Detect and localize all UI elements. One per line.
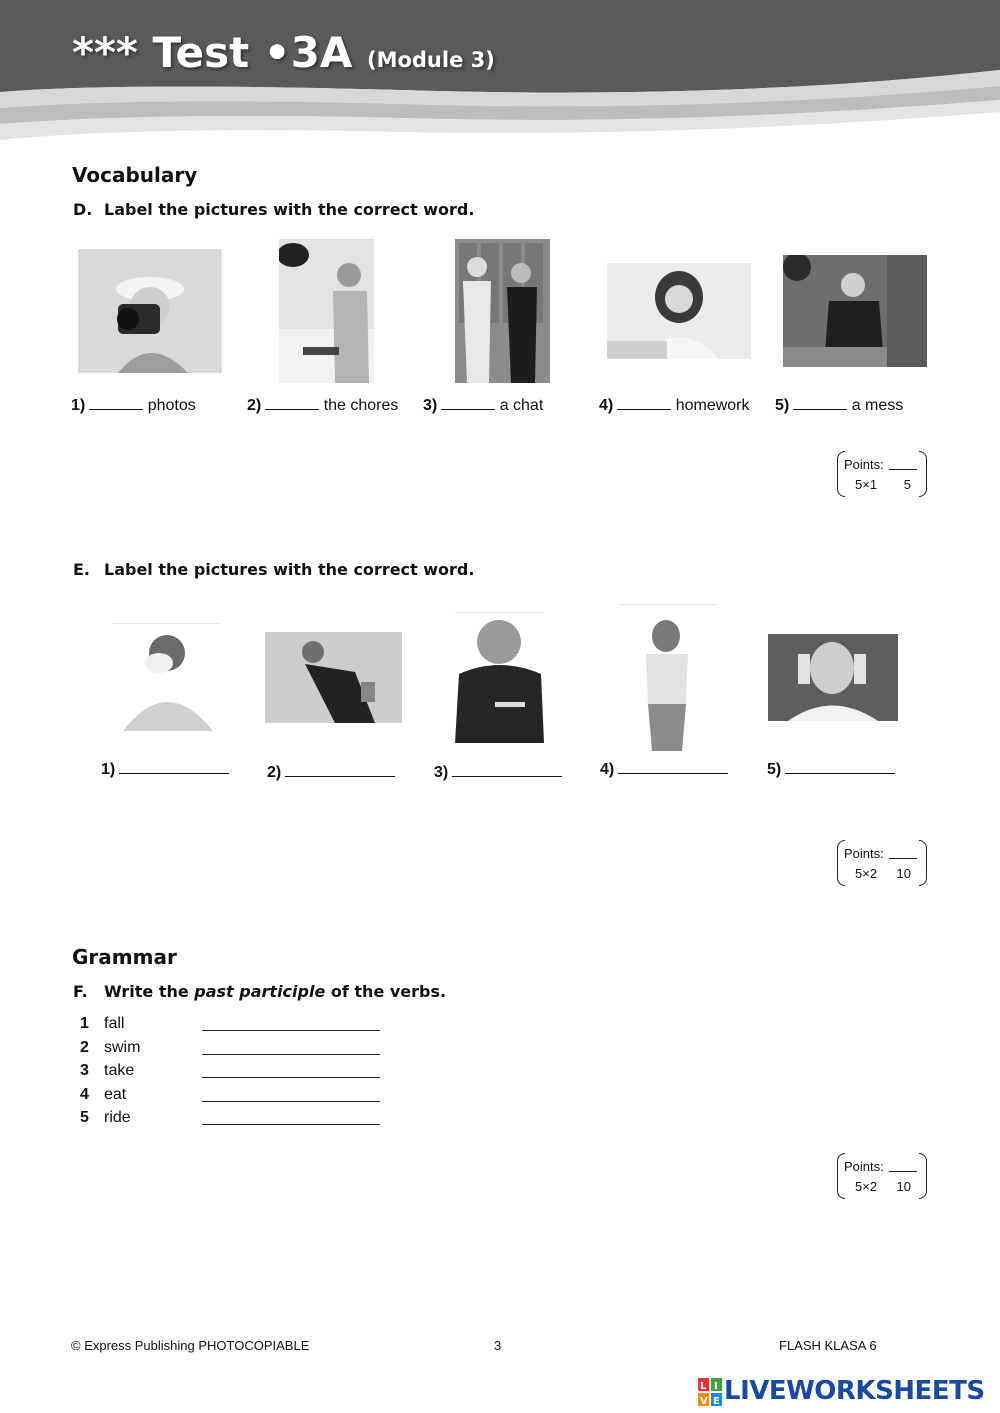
points-label: Points: bbox=[844, 457, 884, 472]
exercise-e-instruction bbox=[73, 560, 474, 579]
answer-blank[interactable] bbox=[202, 1124, 380, 1125]
points-label: Points: bbox=[844, 1159, 884, 1174]
verb-word: swim bbox=[104, 1039, 141, 1056]
points-score-line[interactable] bbox=[889, 469, 917, 470]
answer-blank[interactable] bbox=[793, 397, 847, 410]
answer-blank[interactable] bbox=[202, 1101, 380, 1102]
exercise-e-item-5 bbox=[767, 761, 895, 779]
answer-blank[interactable] bbox=[119, 761, 229, 774]
item-number: 2) bbox=[267, 764, 282, 781]
points-score-line[interactable] bbox=[889, 858, 917, 859]
exercise-d-item-1 bbox=[71, 397, 196, 415]
item-word: the chores bbox=[323, 397, 399, 414]
photo-doing-chores bbox=[279, 239, 374, 383]
item-number: 3) bbox=[434, 764, 449, 781]
points-calc: 5×1 bbox=[855, 477, 878, 492]
footer-page-number: 3 bbox=[494, 1338, 502, 1353]
footer-copyright: © Express Publishing PHOTOCOPIABLE bbox=[71, 1338, 310, 1353]
exercise-f-text-pre: Write the bbox=[104, 982, 195, 1001]
exercise-f-instruction bbox=[73, 982, 446, 1001]
liveworksheets-text: LIVEWORKSHEETS bbox=[724, 1376, 985, 1406]
answer-blank[interactable] bbox=[202, 1030, 380, 1031]
verb-number: 1 bbox=[80, 1015, 89, 1032]
item-number: 2) bbox=[247, 397, 262, 414]
exercise-e-text: Label the pictures with the correct word. bbox=[104, 560, 475, 579]
points-total: 10 bbox=[896, 866, 911, 881]
item-word: a mess bbox=[851, 397, 904, 414]
svg-text:I: I bbox=[714, 1381, 718, 1392]
answer-blank[interactable] bbox=[618, 761, 728, 774]
photo-doing-homework bbox=[607, 263, 751, 359]
photo-headache bbox=[768, 634, 898, 721]
answer-blank[interactable] bbox=[265, 397, 319, 410]
photo-making-mess bbox=[783, 255, 927, 367]
item-word: a chat bbox=[499, 397, 544, 414]
points-box-d bbox=[837, 451, 927, 497]
verb-word: ride bbox=[104, 1109, 131, 1126]
item-word: photos bbox=[147, 397, 196, 414]
vocabulary-heading: Vocabulary bbox=[72, 163, 198, 187]
points-total: 10 bbox=[896, 1179, 911, 1194]
exercise-e-item-2 bbox=[267, 764, 395, 782]
answer-blank[interactable] bbox=[441, 397, 495, 410]
points-label: Points: bbox=[844, 846, 884, 861]
photo-having-chat bbox=[455, 239, 550, 383]
exercise-d-instruction bbox=[73, 200, 474, 219]
photo-cold-sneeze bbox=[113, 623, 221, 731]
photo-taking-photos bbox=[78, 249, 222, 373]
verb-number: 3 bbox=[80, 1062, 89, 1079]
svg-text:E: E bbox=[713, 1396, 720, 1406]
exercise-d-item-4 bbox=[599, 397, 750, 415]
verb-word: fall bbox=[104, 1015, 125, 1032]
verb-word: eat bbox=[104, 1086, 127, 1103]
test-title: *** Test •3A bbox=[72, 28, 353, 77]
photo-backache bbox=[265, 632, 402, 723]
exercise-d-letter: D. bbox=[73, 200, 93, 219]
item-number: 4) bbox=[600, 761, 615, 778]
header-banner bbox=[0, 0, 1000, 150]
answer-blank[interactable] bbox=[202, 1054, 380, 1055]
points-box-e bbox=[837, 840, 927, 886]
exercise-f-text-post: of the verbs. bbox=[325, 982, 447, 1001]
item-word: homework bbox=[675, 397, 750, 414]
grammar-heading: Grammar bbox=[72, 945, 177, 969]
exercise-f-letter: F. bbox=[73, 982, 88, 1001]
exercise-e-item-1 bbox=[101, 761, 229, 779]
exercise-d-item-2 bbox=[247, 397, 398, 415]
answer-blank[interactable] bbox=[617, 397, 671, 410]
item-number: 5) bbox=[775, 397, 790, 414]
points-total: 5 bbox=[903, 477, 911, 492]
svg-text:V: V bbox=[700, 1396, 708, 1406]
footer-book-title: FLASH KLASA 6 bbox=[779, 1338, 877, 1353]
svg-text:L: L bbox=[700, 1381, 707, 1392]
verb-number: 2 bbox=[80, 1039, 89, 1056]
item-number: 3) bbox=[423, 397, 438, 414]
points-box-f bbox=[837, 1153, 927, 1199]
verb-number: 5 bbox=[80, 1109, 89, 1126]
exercise-e-letter: E. bbox=[73, 560, 91, 579]
exercise-e-item-4 bbox=[600, 761, 728, 779]
points-calc: 5×2 bbox=[855, 866, 878, 881]
answer-blank[interactable] bbox=[452, 764, 562, 777]
exercise-d-item-5 bbox=[775, 397, 903, 415]
module-label: (Module 3) bbox=[366, 48, 495, 72]
answer-blank[interactable] bbox=[89, 397, 143, 410]
answer-blank[interactable] bbox=[202, 1077, 380, 1078]
exercise-f-text-em: past participle bbox=[194, 982, 326, 1001]
answer-blank[interactable] bbox=[785, 761, 895, 774]
item-number: 5) bbox=[767, 761, 782, 778]
answer-blank[interactable] bbox=[285, 764, 395, 777]
points-score-line[interactable] bbox=[889, 1171, 917, 1172]
item-number: 1) bbox=[71, 397, 86, 414]
exercise-d-text: Label the pictures with the correct word. bbox=[104, 200, 475, 219]
photo-fever bbox=[455, 612, 544, 743]
exercise-d-item-3 bbox=[423, 397, 543, 415]
item-number: 1) bbox=[101, 761, 116, 778]
exercise-e-item-3 bbox=[434, 764, 562, 782]
points-calc: 5×2 bbox=[855, 1179, 878, 1194]
item-number: 4) bbox=[599, 397, 614, 414]
liveworksheets-logo-icon bbox=[698, 1378, 722, 1406]
photo-stomachache bbox=[618, 604, 716, 751]
verb-number: 4 bbox=[80, 1086, 89, 1103]
page-title bbox=[72, 28, 495, 77]
verb-word: take bbox=[104, 1062, 135, 1079]
